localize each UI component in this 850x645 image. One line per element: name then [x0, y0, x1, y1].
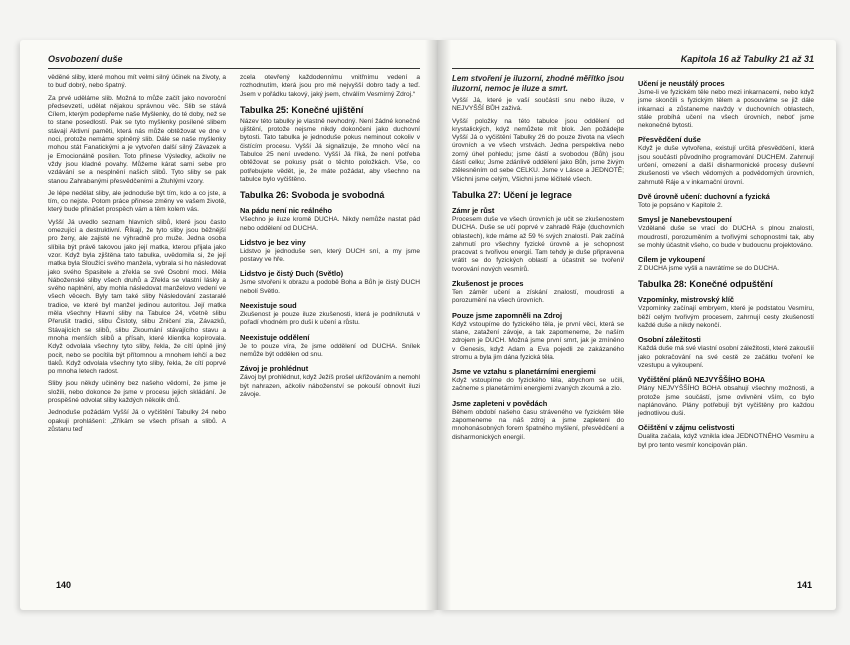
intro-text: Lem stvoření je iluzorní, zhodné měřítko jsou iluzorní, nemoc je iluze a smrt. [452, 74, 624, 93]
book-gutter [425, 40, 451, 610]
paragraph: Když vstoupíme do fyzického těla, je první věcí, která se stane, zatažení závoje, a tak zapomeneme, že naším zdrojem je DUCH. Možná jsme první smrt, jak je zmíněno v Genesis, když Adam a Eva pojedli ze zakázaného stromu a byla jim dána fyzická těla. [452, 320, 624, 361]
item-heading: Vyčištění plánů NEJVYŠŠÍHO BOHA [638, 375, 766, 385]
paragraph: Když je duše vytvořena, existují určitá přesvědčení, která jsou součástí původního programování DUCHEM. Zahrnují určení, omezení a další disharmonické procesy duševní zkušenosti ve všech vědomých a podvědomých úrovních, zahrnutě Ráje a v inkarnační úrovní. [638, 145, 814, 186]
section-heading: Tabulka 26: Svoboda je svobodná [240, 190, 385, 201]
section-heading: Tabulka 28: Konečné odpuštění [638, 279, 773, 290]
paragraph: Jsme-li ve fyzickém těle nebo mezi inkarnacemi, nebo když jsme skončili s fyzickým tělem a posouváme se již dále inkarnaci a zůstaneme navždy v duchovních oblastech, stále probíhá učení na všech úrovních, neboť jsme nekonečné bytosti. [638, 89, 814, 130]
left-column-2 [240, 74, 420, 403]
paragraph: Každá duše má své vlastní osobní záležitosti, které zakoušíí jako pokračování na své cestě ze začátku tvoření ke vzestupu a vykoupení. [638, 345, 814, 369]
item-heading: Učení je neustálý proces [638, 79, 725, 88]
paragraph: Jsme stvořeni k obrazu a podobě Boha a Bůh je čistý DUCH nebolí Světlo. [240, 279, 420, 295]
running-head-left: Osvobození duše [48, 54, 123, 64]
header-rule-right [452, 68, 814, 69]
item-heading: Neexistuje oddělení [240, 332, 310, 342]
paragraph: zcela otevřený každodennímu vnitřnímu vedení a rozhodnutím, která jsou pro mě nejvyšší dobro tady a teď. Jsem v pořádku takový, jaký jsem, chválím Vesmírný Zdroj.“ [240, 74, 420, 98]
item-heading: Cílem je vykoupení [638, 255, 705, 265]
paragraph: Procesem duše ve všech úrovních je učit se zkušenostem DUCHA. Duše se učí poprvé v zahradě Ráje (duchovních oblastech), kde máme až 59 % svých znalostí. Pak začíná zahrnutí pro všechny fyzické úrovně a je schopnost pracovat s tvořivou energií. Tam tehdy je duše připravena vrátit se do fyzických oblastí a účastnit se tvoření/ tvorování nových vesmírů. [452, 215, 624, 273]
paragraph: Vyšší položky na této tabulce jsou oddělení od krystalických, když nemůžete mít blok. Jen požádejte Vyšší Já o vyčištění Tabulky 26 do pouze života na všech úrovních a ve všech vrstvách. Jedna perspektiva nebo zorný úhel pohledu; jsme částí a svobodou (Bůh) jsou částí celku; Jsme zdánlivě oddělení jako Bůh, jsme živým ztělesněním od sebe CELKU. Jsme v Lásce a JEDNOTĚ; Všichni jsme celým, Všichni jsme léčitelé všech. [452, 117, 624, 183]
item-heading: Závoj je prohlédnut [240, 364, 309, 374]
paragraph: Toto je popsáno v Kapitole 2. [638, 201, 723, 209]
item-heading: Neexistuje soud [240, 301, 297, 311]
item-heading: Očištění v zájmu celistvosti [638, 423, 735, 433]
paragraph: Jednoduše požádám Vyšší Já o vyčištění Tabulky 24 nebo opakuji prohlášení: „Zříkám se všech přísah a slibů. A zůstanu teď [48, 409, 226, 433]
item-heading: Jsme ve vztahu s planetárními energiemi [452, 367, 596, 377]
section-heading: Tabulka 25: Konečné ujištění [240, 104, 364, 115]
running-head-right: Kapitola 16 až Tabulky 21 až 31 [680, 54, 814, 64]
item-heading: Smysl je Nanebevstoupení [638, 215, 732, 225]
paragraph: Plány NEJVYŠŠÍHO BOHA obsahují všechny možnosti, a protože jsme součástí, jsme ovlivněni vším, co bylo naplánováno. Plány potřebují být vyčištěny pro každou jednotlivou duši. [638, 385, 814, 418]
paragraph: Všechno je iluze kromě DUCHA. Nikdy nemůže nastat pád nebo oddělení od DUCHA. [240, 216, 420, 232]
item-heading: Přesvědčení duše [638, 135, 701, 145]
paragraph: Zkušenost je pouze iluze zkušenosti, která je podníknutá v pořadí vhodném pro duši k učení a růstu. [240, 311, 420, 327]
item-heading: Zámr je růst [452, 205, 495, 215]
section-heading: Tabulka 27: Učení je legrace [452, 189, 572, 200]
item-heading: Na pádu není nic reálného [240, 206, 332, 216]
item-heading: Vzpomínky, mistrovský klíč [638, 295, 734, 305]
paragraph: Dualita začala, když vznikla idea JEDNOTNÉHO Vesmíru a byl pro tento vesmír koncipován plán. [638, 433, 814, 449]
paragraph: Vyšší Já, které je vaší součástí snu nebo iluze, v NEJVYŠŠÍ BŮH zaživá. [452, 97, 624, 113]
paragraph: Ten záměr učení a získání znalostí, moudrosti a porozumění na všech úrovních. [452, 289, 624, 305]
header-rule-left [48, 68, 420, 69]
paragraph: Když vstoupíme do fyzického těla, abychom se učili, začneme s planetárními energiemi zvaných zkoumá a zlo. [452, 377, 624, 393]
paragraph: Sliby jsou někdy učiněny bez našeho vědomí, že jsme je složili, nebo dokonce že jsme v procesu jejich skládání. Je prospěšné odvolat sliby každých několik dnů. [48, 380, 226, 404]
paragraph: Lidstvo je jednoduše sen, který DUCH sní, a my jsme postavy ve hře. [240, 247, 420, 264]
item-heading: Jsme zapleteni v povědách [452, 398, 548, 408]
item-heading: Lidstvo je čistý Duch (Světlo) [240, 269, 344, 279]
item-heading: Zkušenost je proces [452, 279, 524, 289]
paragraph: Je to pouze víra, že jsme oddělení od DUCHA. Snílek nemůže být oddělen od snu. [240, 342, 420, 358]
paragraph: Je lépe nedělat sliby, ale jednoduše být tím, kdo a co jste, a tím, co nejste. Potom práce přinese změny ve vašem životě, který bude přinášet prospěch vám a těm kolem vás. [48, 189, 226, 214]
paragraph: Vyšší Já uvedlo seznam hlavních slibů, které jsou často omezující a destruktivní. Říkají, že tyto sliby jsou běžnější pro ženy, ale zajisté ne výhradně pro muže. Jedna osoba slíbila být právě takovou jako její matka, kterou přijala jako vzor. Když byla zjištěna tato tabulka, uvědomila si, že její matka byla Sloužící svého manžela, vybrala si ho následovat jako svého Spasitele a zřekla se své Osobní moci. Měla Náboženské sliby všech druhů a Zřekla se vlastní lásky a svého naplnění, aby mohla následovat manželovo vedení ve všech věcech. Byly tam také sliby Následování zastaralé tradice, ve které byl manžel jedinou autoritou. Její matka měla všechny Hlavní sliby na Tabulce 24, včetně slibu Přerušit tradici, slibu Čistoty, slibu Zničení zla, Závazků, Stávajících se slibů, slibu Zkoumání stávajícího stavu a mnoha menších slibů a přísah, které klientka kopírovala. Když odvolala všechny tyto sliby, řekla, že cítí úplně jiný pocit, nebo se pocítila být přítomnou a mnohem lehčí a bez tlaků. Když odvolala všechny tyto sliby, řekla, že cítí poprvé po mnoha letech radost. [48, 218, 226, 376]
page-number-right: 141 [796, 580, 812, 590]
paragraph: věděné sliby, které mohou mít velmi silný účinek na životy, a to buď dobrý, nebo špatný. [48, 74, 226, 90]
right-column-1 [452, 74, 624, 446]
paragraph: Vzpomínky začínají embryem, které je podstatou Vesmíru, běží celým tvořivým procesem, zahrnují cesty zkušeností každé duše a nikdy nekončí. [638, 305, 814, 330]
paragraph: Závoj byl prohlédnut, když Ježíš prošel ukřižováním a nemohl být nahrazen, ačkoliv náboženství se pokouší obnovit iluzi závoje. [240, 374, 420, 398]
left-page [20, 40, 438, 610]
left-column-1 [48, 74, 226, 438]
paragraph: Z DUCHA jsme vyšli a navrátíme se do DUCHA. [638, 265, 780, 273]
paragraph: Vzdělané duše se vrací do DUCHA s plnou znalostí, moudrostí, porozuměním a tvořivými schopnostmi tak, aby se mohly účastnit všeho, co bude v budoucnu projektováno. [638, 225, 814, 249]
paragraph: Během období našeho času stráveného ve fyzickém těle zapomeneme na náš zdroj a jsme zapleteni do mnohonásobných forem špatného myšlení, přesvědčení a disharmonických energií. [452, 408, 624, 441]
paragraph: Název této tabulky je vlastně nevhodný. Není žádné konečné ujištění, protože nejsme nikdy dokončeni jako duchovní bytosti. Tato tabulka je jednoduše pokus neminout cokoliv v čistícím procesu. Vyšší Já signalizuje, že mnoho věcí na Tabulce 25 není uvedeno. Vyšší Já říká, že není potřeba obtěžovat se pokusy psát o těchto položkách. Vše, co potřebujete vědět, je, že máte požádat, aby všechno na tabulce bylo vyčištěno. [240, 117, 420, 183]
right-page [438, 40, 836, 610]
right-column-2 [638, 74, 814, 454]
item-heading: Osobní záležitosti [638, 335, 701, 345]
item-heading: Pouze jsme zapomněli na Zdroj [452, 310, 563, 320]
page-number-left: 140 [56, 580, 72, 590]
paragraph: Za prvé uděláme slib. Možná to může začít jako novoroční předsevzetí, udělat nějakou správnou věc. Slib se stává Cílem, kterým podepřeme naše Myšlenky, do té doby, než se to stane posedlostí. Pak se tyto myšlenky posílené slibem stávají Aktivní paměti, která nás může obtěžovat ve dne v noci, protože nemáme splněný slib. Dále se naše myšlenky mohou stát Fanatickými a je vytvořen další silný Závazek a je Emocionálně posílen. Toto přinese Výsledky, ačkoliv ne vždy jsou kladné povahy. Můžeme kárat sami sebe pro vzdávání se a nesplnění našich slibů. Tyto sliby se pak stanou Zahrabanými přesvědčeními a Ztuhlými vzory. [48, 94, 226, 185]
item-heading: Lidstvo je bez viny [240, 237, 306, 247]
item-heading: Dvě úrovně učení: duchovní a fyzická [638, 191, 770, 201]
